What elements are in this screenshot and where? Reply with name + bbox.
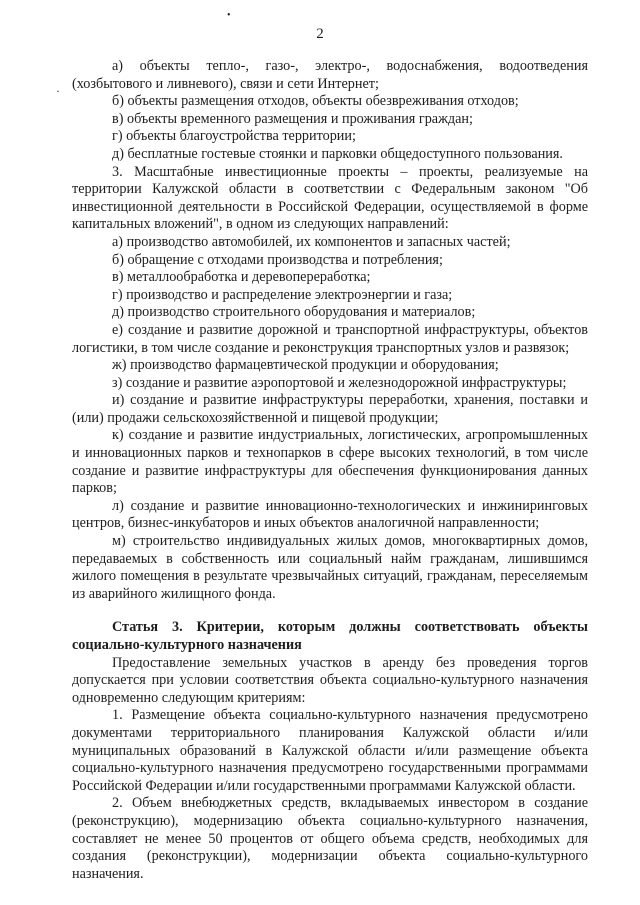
paragraph: к) создание и развитие индустриальных, логистических, агропромышленных и инновационных парков и технопарков в сфере высоких технологий, в том числе создание и развитие инфраструктуры для обеспечения функционирования данных парков; — [72, 427, 588, 497]
paragraph: в) объекты временного размещения и проживания граждан; — [112, 110, 473, 127]
paragraph: а) объекты тепло-, газо-, электро-, водоснабжения, водоотведения (хозбытового и ливневого), связи и сети Интернет; — [72, 58, 588, 92]
paragraph: з) создание и развитие аэропортовой и железнодорожной инфраструктуры; — [112, 374, 567, 391]
paragraph: а) производство автомобилей, их компонентов и запасных частей; — [112, 233, 511, 250]
document-body — [72, 58, 588, 883]
paragraph: г) объекты благоустройства территории; — [112, 128, 356, 145]
paragraph: л) создание и развитие инновационно-технологических и инжиниринговых центров, бизнес-инкубаторов и иных объектов аналогичной направленности; — [72, 497, 588, 532]
paragraph: Предоставление земельных участков в аренду без проведения торгов допускается при условии соответствия объекта социально-культурного назначения одновременно следующим критериям: — [72, 654, 588, 706]
paragraph: е) создание и развитие дорожной и транспортной инфраструктуры, объектов логистики, в том числе создание и реконструкция транспортных узлов и развязок; — [72, 321, 588, 356]
paragraph: д) бесплатные гостевые стоянки и парковки общедоступного пользования. — [112, 145, 563, 162]
article-heading: Статья 3. Критерии, которым должны соответствовать объекты социально-культурного назначения — [72, 619, 588, 653]
paragraph: ж) производство фармацевтической продукции и оборудования; — [112, 357, 499, 374]
page-number: 2 — [316, 26, 324, 42]
paragraph: 3. Масштабные инвестиционные проекты – проекты, реализуемые на территории Калужской области в соответствии с Федеральным законом "Об инвестиционной деятельности в Российской Федерации, осуществляемой в форме капитальных вложений", в одном из следующих направлений: — [72, 163, 588, 233]
paragraph: 1. Размещение объекта социально-культурного назначения предусмотрено документами территориального планирования Калужской области и/или муниципальных образований в Калужской области и/или размещение объекта социально-культурного назначения предусмотрено государственными программами Российской Федерации и/или государственными программами Калужской области. — [72, 707, 588, 794]
scan-speck: • — [227, 10, 231, 21]
paragraph: 2. Объем внебюджетных средств, вкладываемых инвестором в создание (реконструкцию), модернизацию объекта социально-культурного назначения, составляет не менее 50 процентов от общего объема средств, необходимых для создания (реконструкции), модернизации объекта социально-культурного назначения. — [72, 795, 588, 882]
margin-mark: · — [56, 84, 60, 98]
paragraph: и) создание и развитие инфраструктуры переработки, хранения, поставки и (или) продажи сельскохозяйственной и пищевой продукции; — [72, 392, 588, 426]
paragraph: г) производство и распределение электроэнергии и газа; — [112, 286, 453, 303]
paragraph: д) производство строительного оборудования и материалов; — [112, 304, 476, 321]
paragraph: в) металлообработка и деревопереработка; — [112, 269, 371, 286]
paragraph: б) объекты размещения отходов, объекты обезвреживания отходов; — [112, 93, 519, 110]
paragraph: б) обращение с отходами производства и потребления; — [112, 251, 443, 268]
paragraph: м) строительство индивидуальных жилых домов, многоквартирных домов, передаваемых в собственность или социальный найм гражданам, лишившимся жилого помещения в результате чрезвычайных ситуаций, гражданам, переселяемым из аварийного жилищного фонда. — [72, 533, 588, 602]
